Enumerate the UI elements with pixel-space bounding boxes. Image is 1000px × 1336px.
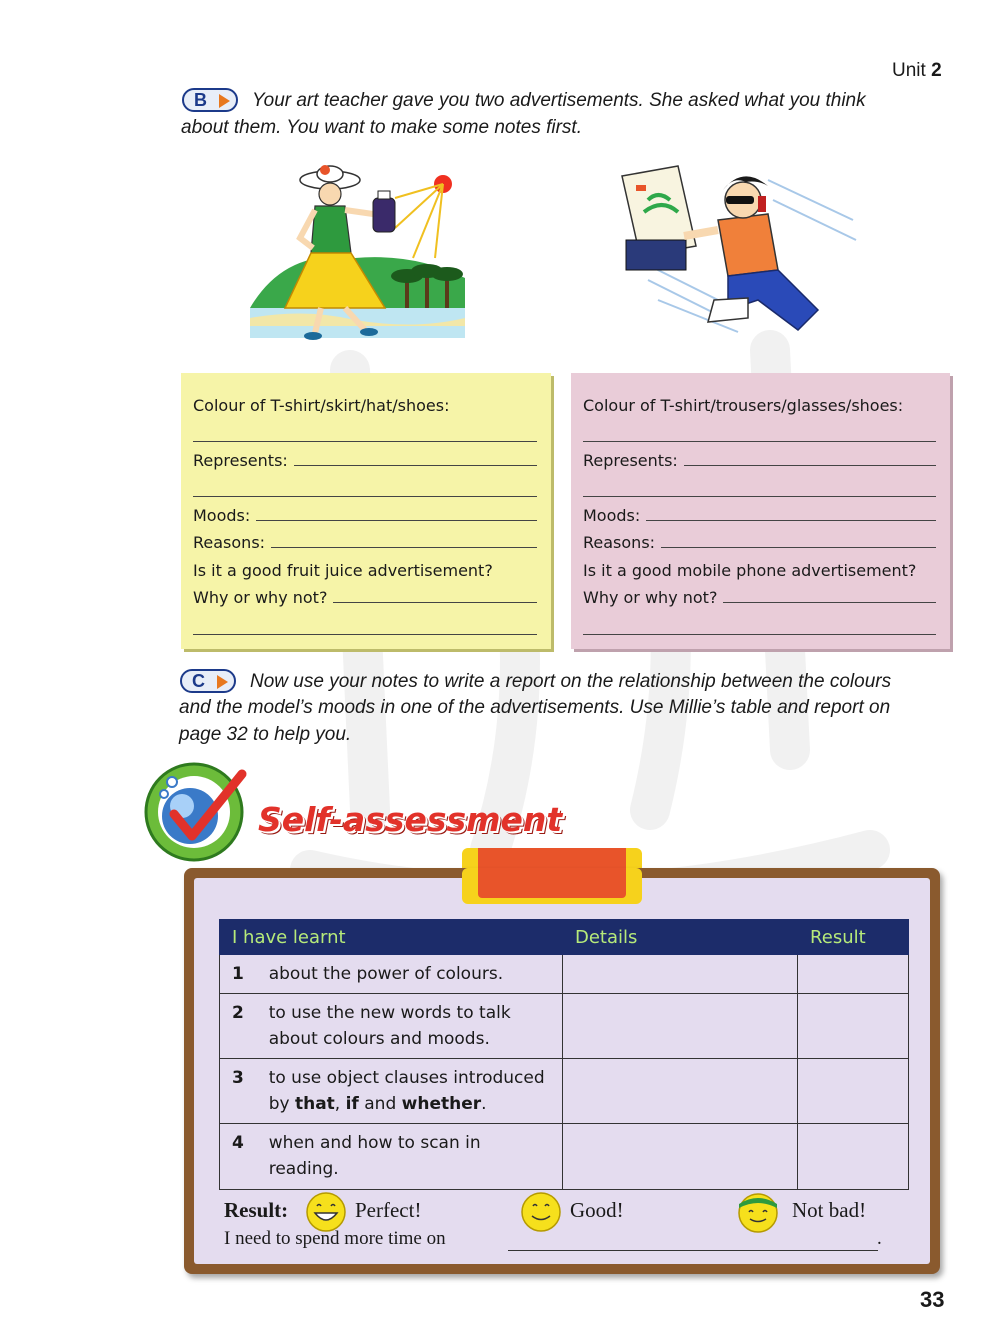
board-tab-front — [462, 868, 642, 904]
represents-row — [193, 442, 537, 470]
question-label: Is it a good fruit juice advertisement? — [193, 560, 493, 580]
section-b-letter: B — [194, 90, 207, 110]
fruit-juice-ad-illustration — [245, 158, 470, 344]
row-number: 3 — [220, 1059, 261, 1124]
row-text — [261, 1124, 563, 1190]
header-learnt: I have learnt — [220, 920, 563, 955]
section-c-marker — [180, 669, 236, 693]
why-label: Why or why not? — [583, 588, 718, 607]
section-b-marker — [182, 88, 238, 112]
colour-row — [583, 387, 936, 415]
section-c-instruction-line2: and the model’s moods in one of the advertisements. Use Millie’s table and report on — [179, 697, 891, 718]
answer-line[interactable] — [583, 415, 936, 443]
why-label: Why or why not? — [193, 588, 328, 607]
page-number: 33 — [920, 1287, 945, 1312]
answer-line[interactable] — [583, 470, 936, 498]
answer-line[interactable] — [271, 546, 537, 548]
moods-label: Moods: — [583, 505, 641, 525]
reasons-row — [193, 525, 537, 553]
table-row — [220, 1059, 909, 1124]
row-line: about the power of colours. — [268, 964, 504, 984]
row-fragment: by — [268, 1094, 295, 1114]
row-fragment: and — [358, 1094, 402, 1114]
table-row — [220, 994, 909, 1059]
section-b-instruction-line1: Your art teacher gave you two advertisements. She asked what you think — [252, 90, 866, 111]
fruit-juice-notes-card — [181, 373, 551, 649]
represents-row — [583, 442, 936, 470]
perfect-label: Perfect! — [355, 1198, 422, 1222]
play-arrow-icon — [219, 94, 230, 108]
keyword-if: if — [345, 1094, 359, 1114]
details-cell[interactable] — [562, 994, 797, 1059]
smile-icon — [520, 1191, 562, 1233]
row-number: 4 — [220, 1124, 261, 1190]
details-cell[interactable] — [562, 1124, 797, 1190]
row-line — [269, 1091, 554, 1117]
question-row — [583, 552, 936, 580]
answer-line[interactable] — [646, 519, 936, 521]
question-row — [193, 552, 537, 580]
section-c-instruction-line3: page 32 to help you. — [179, 724, 352, 745]
answer-line[interactable] — [661, 546, 936, 548]
section-c-letter: C — [192, 671, 205, 691]
result-cell[interactable] — [798, 955, 909, 994]
self-assessment-table — [219, 919, 909, 1190]
row-line: when and how to scan in — [268, 1133, 481, 1153]
header-details: Details — [562, 920, 797, 955]
details-cell[interactable] — [562, 955, 797, 994]
section-c-instruction-line1: Now use your notes to write a report on the relationship between the colours — [250, 671, 892, 692]
table-row — [220, 955, 909, 994]
mobile-phone-ad-illustration — [618, 160, 858, 336]
row-text — [261, 955, 563, 994]
unit-number: 2 — [931, 60, 942, 81]
colour-row — [193, 387, 537, 415]
not-bad-label: Not bad! — [792, 1198, 867, 1222]
need-more-time-row — [224, 1228, 446, 1250]
bandana-smile-icon — [735, 1190, 781, 1234]
table-row — [220, 1124, 909, 1190]
unit-label — [892, 60, 942, 82]
row-line: to use object clauses introduced — [268, 1068, 545, 1088]
why-row — [193, 580, 537, 608]
section-b-instruction-line2: about them. You want to make some notes first. — [181, 117, 582, 138]
answer-line[interactable] — [193, 470, 537, 498]
colour-label: Colour of T-shirt/trousers/glasses/shoes: — [583, 395, 904, 415]
represents-label: Represents: — [583, 450, 678, 470]
question-label: Is it a good mobile phone advertisement? — [583, 560, 917, 580]
answer-line[interactable] — [193, 607, 537, 635]
need-more-time-label: I need to spend more time on — [224, 1228, 446, 1249]
answer-line[interactable] — [256, 519, 537, 521]
keyword-that: that — [294, 1094, 335, 1114]
row-text — [261, 994, 563, 1059]
result-cell[interactable] — [798, 994, 909, 1059]
row-line: about colours and moods. — [268, 1029, 490, 1049]
row-number: 1 — [220, 955, 261, 994]
need-more-time-line[interactable] — [508, 1250, 878, 1251]
represents-label: Represents: — [193, 450, 288, 470]
self-assessment-title: Self-assessment — [258, 800, 563, 839]
answer-line[interactable] — [684, 464, 936, 466]
board-tab-front-inner — [478, 868, 626, 898]
checkmark-badge-icon — [142, 760, 250, 864]
end-dot: . — [877, 1228, 882, 1249]
reasons-label: Reasons: — [583, 533, 656, 552]
keyword-whether: whether — [401, 1094, 482, 1114]
moods-label: Moods: — [193, 505, 251, 525]
row-fragment: . — [481, 1094, 487, 1114]
row-fragment: , — [334, 1094, 346, 1114]
table-header-row — [220, 920, 909, 955]
colour-label: Colour of T-shirt/skirt/hat/shoes: — [193, 395, 450, 415]
answer-line[interactable] — [333, 601, 537, 603]
details-cell[interactable] — [562, 1059, 797, 1124]
moods-row — [193, 497, 537, 525]
header-result: Result — [798, 920, 909, 955]
row-line: to use the new words to talk — [268, 1003, 511, 1023]
result-label: Result: — [224, 1198, 289, 1222]
row-text — [261, 1059, 563, 1124]
big-smile-icon — [305, 1191, 347, 1233]
result-cell[interactable] — [798, 1124, 909, 1190]
why-row — [583, 580, 936, 608]
answer-line[interactable] — [583, 607, 936, 635]
unit-text: Unit — [892, 60, 926, 81]
good-label: Good! — [570, 1198, 624, 1222]
reasons-label: Reasons: — [193, 533, 266, 552]
result-cell[interactable] — [798, 1059, 909, 1124]
mobile-phone-notes-card — [571, 373, 950, 649]
answer-line[interactable] — [723, 601, 936, 603]
answer-line[interactable] — [193, 415, 537, 443]
result-legend — [224, 1198, 288, 1223]
row-line: reading. — [268, 1159, 339, 1179]
play-arrow-icon — [217, 675, 228, 689]
row-number: 2 — [220, 994, 261, 1059]
answer-line[interactable] — [294, 464, 537, 466]
reasons-row — [583, 525, 936, 553]
moods-row — [583, 497, 936, 525]
